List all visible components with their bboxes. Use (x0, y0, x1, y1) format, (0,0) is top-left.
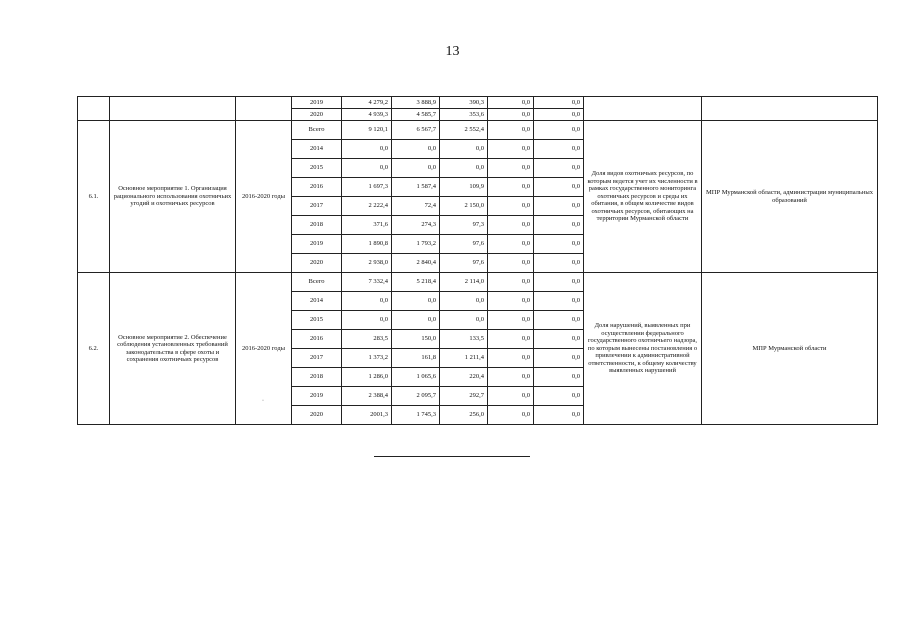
total-cell: 1 697,3 (342, 178, 392, 197)
value-cell: 0,0 (392, 292, 440, 311)
period-cell: 2016-2020 годы (236, 121, 292, 273)
total-cell: 0,0 (342, 311, 392, 330)
value-cell: 353,6 (440, 109, 488, 121)
table-body (78, 97, 878, 425)
value-cell: 0,0 (488, 406, 534, 425)
year-cell: 2019 (292, 97, 342, 109)
value-cell: 3 888,9 (392, 97, 440, 109)
value-cell: 2 150,0 (440, 197, 488, 216)
name-cell (110, 97, 236, 121)
total-cell: 2001,3 (342, 406, 392, 425)
name-cell: Основное мероприятие 2. Обеспечение соблюдения установленных требований законодательства в сфере охоты и сохранения охотничьих ресурсов (110, 273, 236, 425)
value-cell: 0,0 (440, 292, 488, 311)
value-cell: 133,5 (440, 330, 488, 349)
value-cell: 0,0 (488, 197, 534, 216)
total-cell: 1 890,8 (342, 235, 392, 254)
value-cell: 0,0 (534, 140, 584, 159)
value-cell: 292,7 (440, 387, 488, 406)
value-cell: 0,0 (440, 311, 488, 330)
value-cell: 1 587,4 (392, 178, 440, 197)
value-cell: 1 211,4 (440, 349, 488, 368)
value-cell: 5 218,4 (392, 273, 440, 292)
total-cell: 0,0 (342, 292, 392, 311)
value-cell: 0,0 (534, 406, 584, 425)
year-cell: 2017 (292, 349, 342, 368)
value-cell: 0,0 (392, 140, 440, 159)
value-cell: 1 745,3 (392, 406, 440, 425)
value-cell: 0,0 (534, 292, 584, 311)
value-cell: 220,4 (440, 368, 488, 387)
value-cell: 0,0 (488, 349, 534, 368)
value-cell: 1 065,6 (392, 368, 440, 387)
total-cell: 7 332,4 (342, 273, 392, 292)
budget-table (77, 96, 878, 425)
year-cell: 2014 (292, 140, 342, 159)
year-cell: 2019 (292, 235, 342, 254)
year-cell: 2018 (292, 368, 342, 387)
value-cell: 0,0 (488, 235, 534, 254)
num-cell: 6.1. (78, 121, 110, 273)
value-cell: 274,3 (392, 216, 440, 235)
total-cell: 2 222,4 (342, 197, 392, 216)
value-cell: 0,0 (488, 178, 534, 197)
total-cell: 4 279,2 (342, 97, 392, 109)
value-cell: 0,0 (534, 159, 584, 178)
period-cell: 2016-2020 годы (236, 273, 292, 425)
total-cell: 0,0 (342, 159, 392, 178)
num-cell (78, 97, 110, 121)
value-cell: 2 552,4 (440, 121, 488, 140)
table-row (78, 121, 878, 140)
total-cell: 2 938,0 (342, 254, 392, 273)
total-cell: 1 373,2 (342, 349, 392, 368)
value-cell: 150,0 (392, 330, 440, 349)
value-cell: 0,0 (534, 178, 584, 197)
value-cell: 0,0 (534, 311, 584, 330)
value-cell: 0,0 (488, 97, 534, 109)
value-cell: 0,0 (534, 368, 584, 387)
value-cell: 0,0 (440, 159, 488, 178)
value-cell: 0,0 (534, 97, 584, 109)
year-cell: 2016 (292, 330, 342, 349)
value-cell: 2 114,0 (440, 273, 488, 292)
value-cell: 0,0 (488, 292, 534, 311)
total-cell: 4 939,3 (342, 109, 392, 121)
value-cell: 0,0 (488, 121, 534, 140)
year-cell: 2014 (292, 292, 342, 311)
value-cell: 0,0 (488, 140, 534, 159)
closing-rule (374, 456, 530, 457)
executor-cell: МПР Мурманской области (702, 273, 878, 425)
period-cell (236, 97, 292, 121)
value-cell: 2 095,7 (392, 387, 440, 406)
scan-mark: · (262, 398, 264, 404)
indicator-cell: Доля нарушений, выявленных при осуществлении федерального государственного охотничьего надзора, по которым вынесены постановления о привлечении к административной ответственности, к общему количеству выявленных нарушений (584, 273, 702, 425)
total-cell: 371,6 (342, 216, 392, 235)
value-cell: 0,0 (534, 330, 584, 349)
value-cell: 0,0 (440, 140, 488, 159)
value-cell: 0,0 (488, 311, 534, 330)
year-cell: Всего (292, 273, 342, 292)
value-cell: 0,0 (488, 273, 534, 292)
value-cell: 97,3 (440, 216, 488, 235)
year-cell: 2015 (292, 311, 342, 330)
value-cell: 161,8 (392, 349, 440, 368)
value-cell: 0,0 (534, 349, 584, 368)
value-cell: 0,0 (488, 109, 534, 121)
table-row (78, 97, 878, 109)
year-cell: 2015 (292, 159, 342, 178)
value-cell: 0,0 (534, 216, 584, 235)
value-cell: 6 567,7 (392, 121, 440, 140)
executor-cell: МПР Мурманской области, администрации муниципальных образований (702, 121, 878, 273)
name-cell: Основное мероприятие 1. Организация рационального использования охотничьих угодий и охотничьих ресурсов (110, 121, 236, 273)
num-cell: 6.2. (78, 273, 110, 425)
year-cell: 2017 (292, 197, 342, 216)
table-row (78, 273, 878, 292)
value-cell: 97,6 (440, 235, 488, 254)
value-cell: 0,0 (534, 197, 584, 216)
value-cell: 0,0 (534, 121, 584, 140)
value-cell: 1 793,2 (392, 235, 440, 254)
value-cell: 4 585,7 (392, 109, 440, 121)
total-cell: 283,5 (342, 330, 392, 349)
year-cell: 2020 (292, 406, 342, 425)
value-cell: 0,0 (488, 387, 534, 406)
total-cell: 0,0 (342, 140, 392, 159)
value-cell: 0,0 (488, 254, 534, 273)
value-cell: 0,0 (534, 273, 584, 292)
year-cell: Всего (292, 121, 342, 140)
value-cell: 0,0 (534, 387, 584, 406)
value-cell: 0,0 (392, 159, 440, 178)
value-cell: 0,0 (534, 235, 584, 254)
year-cell: 2020 (292, 109, 342, 121)
value-cell: 0,0 (488, 368, 534, 387)
indicator-cell: Доля видов охотничьих ресурсов, по которым ведется учет их численности в рамках государственного мониторинга охотничьих ресурсов и среды их обитания, в общем количестве видов охотничьих ресурсов, обитающих на территории Мурманской области (584, 121, 702, 273)
page-number: 13 (445, 44, 460, 59)
value-cell: 72,4 (392, 197, 440, 216)
value-cell: 0,0 (488, 330, 534, 349)
executor-cell (702, 97, 878, 121)
value-cell: 0,0 (534, 109, 584, 121)
value-cell: 97,6 (440, 254, 488, 273)
year-cell: 2018 (292, 216, 342, 235)
value-cell: 0,0 (392, 311, 440, 330)
total-cell: 1 286,0 (342, 368, 392, 387)
value-cell: 2 840,4 (392, 254, 440, 273)
indicator-cell (584, 97, 702, 121)
year-cell: 2019 (292, 387, 342, 406)
value-cell: 109,9 (440, 178, 488, 197)
total-cell: 9 120,1 (342, 121, 392, 140)
value-cell: 0,0 (534, 254, 584, 273)
value-cell: 256,0 (440, 406, 488, 425)
value-cell: 390,3 (440, 97, 488, 109)
year-cell: 2020 (292, 254, 342, 273)
value-cell: 0,0 (488, 159, 534, 178)
total-cell: 2 388,4 (342, 387, 392, 406)
year-cell: 2016 (292, 178, 342, 197)
value-cell: 0,0 (488, 216, 534, 235)
